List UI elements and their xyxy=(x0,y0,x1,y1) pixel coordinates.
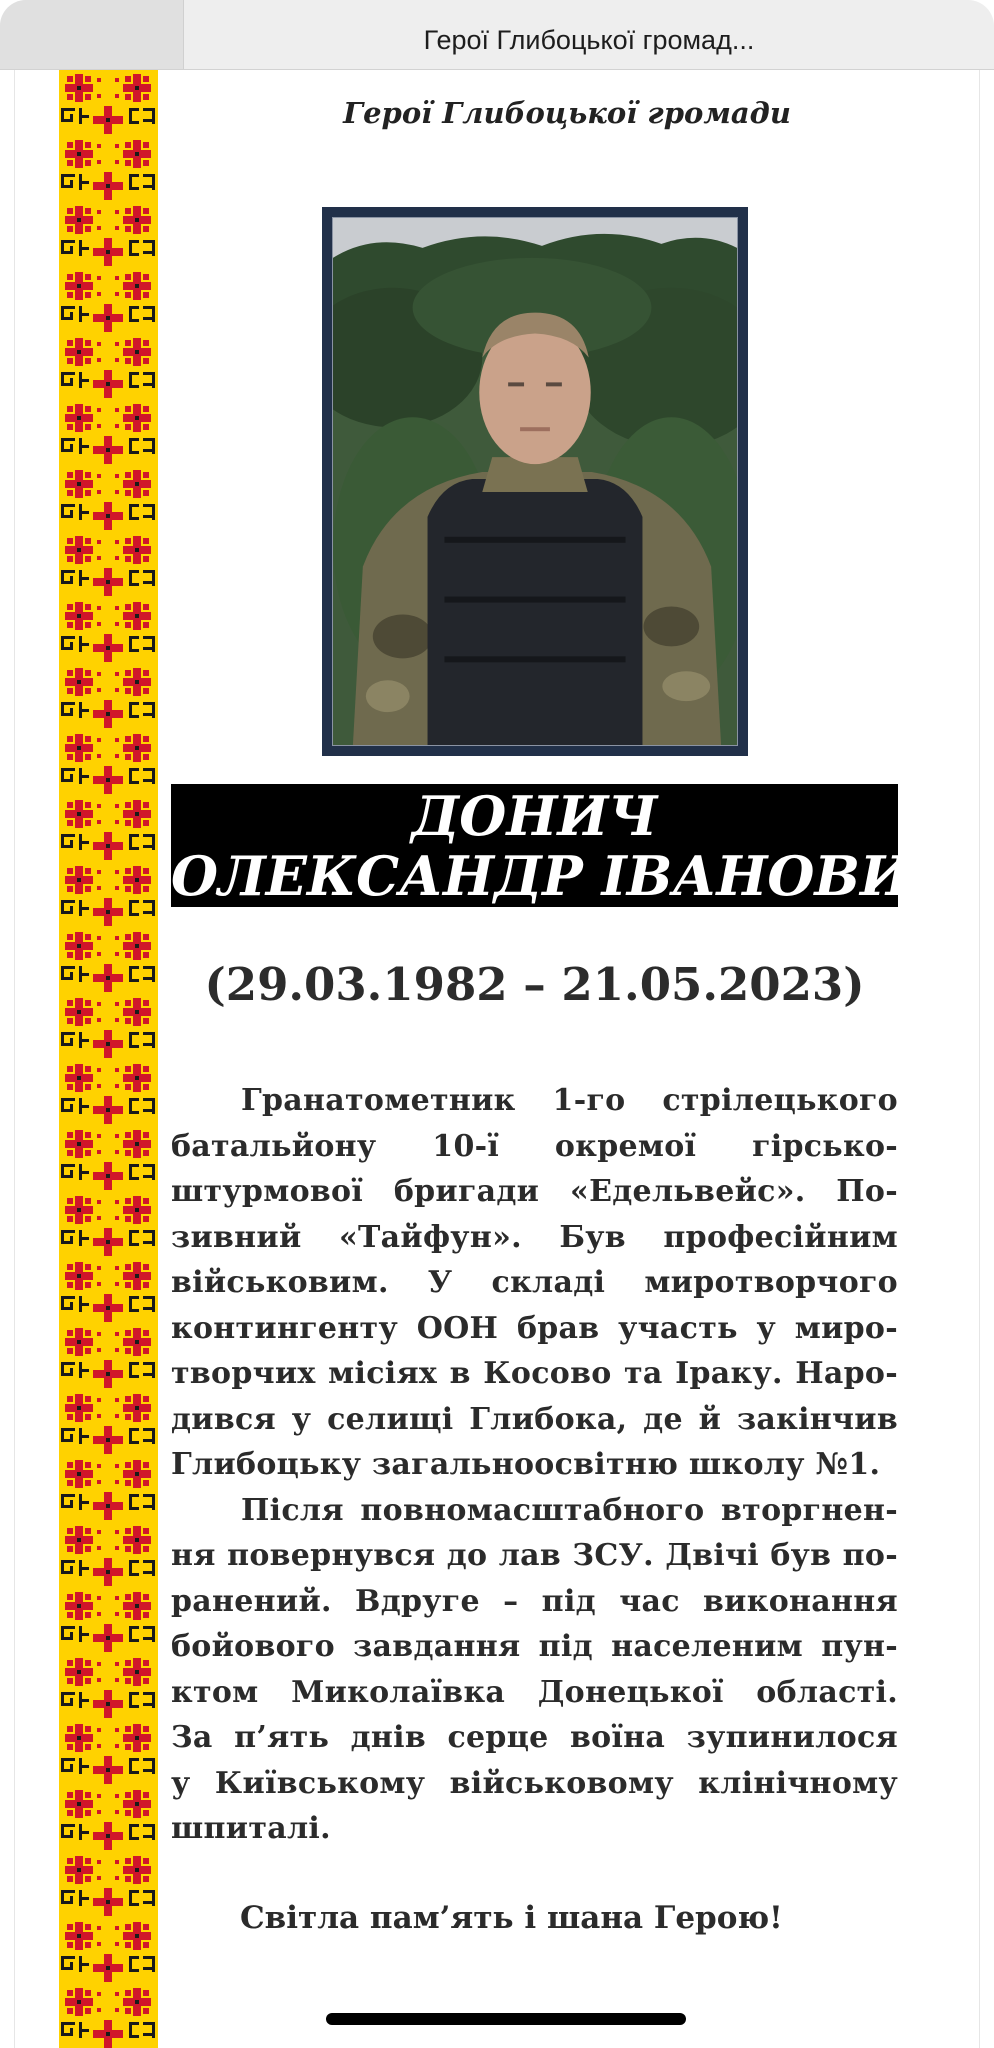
bio-line: ктом Миколаївка Донецької області. xyxy=(171,1674,898,1710)
page-tab-title: Герої Глибоцької громад... xyxy=(423,25,755,55)
bio-line: Глибоцьку загальноосвітню школу №1. xyxy=(171,1447,881,1482)
bio-line: контингенту ООН брав участь у миро- xyxy=(171,1310,898,1346)
bio-line: зивний «Тайфун». Був професійним xyxy=(171,1219,898,1255)
hero-name-banner xyxy=(171,784,961,908)
bio-line: штурмової бригади «Едельвейс». По- xyxy=(171,1174,898,1209)
hero-biography xyxy=(171,1078,898,1852)
bio-line: Гранатометник 1-го стрілецького xyxy=(241,1083,898,1118)
bio-line: Після повномасштабного вторгнен- xyxy=(241,1492,898,1528)
page-header-title: Герої Глибоцької громади xyxy=(343,96,791,130)
bio-line: ня повернувся до лав ЗСУ. Двічі був по- xyxy=(171,1538,898,1573)
portrait-frame xyxy=(322,207,748,756)
embroidery-ornament-icon xyxy=(59,70,158,2048)
bio-line: бойового завдання під населеним пун- xyxy=(171,1629,898,1664)
hero-given-names: ОЛЕКСАНДР ІВАНОВИЧ xyxy=(171,844,961,908)
bio-line: ранений. Вдруге – під час виконання xyxy=(171,1583,898,1619)
home-indicator-bar[interactable] xyxy=(326,2013,686,2025)
bio-line: шпиталі. xyxy=(171,1811,331,1846)
bio-line: у Київському військовому клінічному xyxy=(171,1765,898,1801)
bio-line: військовим. У складі миротворчого xyxy=(171,1265,898,1300)
hero-life-dates: (29.03.1982 – 21.05.2023) xyxy=(204,958,865,1011)
bio-line: дився у селищі Глибока, де й закінчив xyxy=(171,1401,898,1437)
hero-surname: ДОНИЧ xyxy=(411,784,658,848)
soldier-portrait-photo-icon xyxy=(332,217,738,746)
back-tab-area[interactable] xyxy=(0,0,184,70)
bio-line: За п’ять днів серце воїна зупинилося xyxy=(171,1720,898,1755)
closing-tribute: Світла пам’ять і шана Герою! xyxy=(240,1900,783,1936)
bio-line: батальйону 10-ї окремої гірсько- xyxy=(171,1128,898,1164)
browser-title-bar xyxy=(0,0,994,70)
bio-line: творчих місіях в Косово та Іраку. Наро- xyxy=(171,1356,898,1391)
